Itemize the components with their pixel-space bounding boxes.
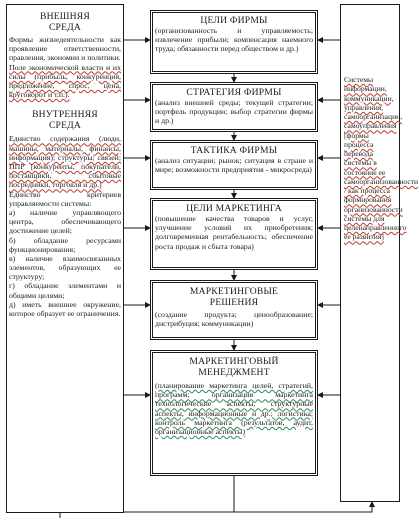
marketing-goals-text: (повышение качества товаров и услуг, улучшение условий их приобретения; долговременная рентабельность; обеспечение роста продаж и сбыта товара): [155, 214, 313, 251]
feedback-line-right: [234, 502, 372, 512]
marketing-management-title: МАРКЕТИНГОВЫЙ МЕНЕДЖМЕНТ: [189, 356, 279, 379]
firm-goals-text: (организованность и управляемость; извлечение прибыли; компенсация наемного труда; обязанности перед обществом и др.): [155, 26, 313, 54]
criterion-d: г) обладание элементами и общими целями;: [9, 281, 121, 300]
marketing-decisions-title: МАРКЕТИНГОВЫЕ РЕШЕНИЯ: [189, 286, 279, 309]
systems-text: Системы информации, коммуникации, управления, самоорганизации, самоуправления [формы процесса перевода системы в состояние ее самоорганизованности / как процесса формирования организованности системы для целенаправленного ее развития]: [344, 75, 418, 242]
firm-tactics-title: ТАКТИКА ФИРМЫ: [190, 145, 278, 156]
firm-goals-box: [150, 10, 318, 74]
internal-environment-text: Единство содержания (люди, машины, материалы, финансы, информация); структуры; связей; ППР [конкуренты, покупатели, поставщики, сбытовые посредники, торговля и др.]: [9, 134, 121, 190]
marketing-goals-title: ЦЕЛИ МАРКЕТИНГА: [186, 203, 282, 214]
firm-goals-title: ЦЕЛИ ФИРМЫ: [200, 15, 268, 26]
firm-tactics-box: [150, 140, 318, 190]
right-systems-box: [340, 4, 418, 502]
firm-tactics-text: (анализ ситуации; рынок; ситуация в стране и мире; возможности предприятия - микросреда): [155, 156, 313, 175]
criterion-c: в) наличие взаимосвязанных элементов, образующих ее структуру;: [9, 253, 121, 282]
internal-environment-title: ВНУТРЕННЯЯ СРЕДА: [32, 109, 98, 132]
marketing-decisions-text: (создание продукта; ценообразование; дистрибуция; коммуникации): [155, 310, 313, 329]
external-environment-text: Формы жизнедеятельности как проявление ответственности, правления, экономии и политики.: [9, 35, 121, 63]
firm-strategy-title: СТРАТЕГИЯ ФИРМЫ: [186, 87, 282, 98]
firm-strategy-text: (анализ внешней среды; текущей стратегии; портфель продукции; выбор стратегии фирмы и др.): [155, 98, 313, 126]
criteria-intro: Единство критериев управляемости системы:: [9, 189, 121, 208]
marketing-goals-box: [150, 198, 318, 270]
left-environment-box: [6, 4, 124, 513]
criterion-a: а) наличие управляющего центра, обеспечивающего достижение целей;: [9, 207, 121, 236]
criterion-e: д) иметь внешнее окружение, которое образует ее ограничения.: [9, 299, 121, 318]
marketing-decisions-box: [150, 280, 318, 340]
external-environment-title: ВНЕШНЯЯ СРЕДА: [40, 11, 90, 34]
criterion-b: б) обладание ресурсами функционирования;: [9, 235, 121, 254]
firm-strategy-box: [150, 82, 318, 132]
economic-power-text: Поле экономической власти и их силы (прибыль, конкуренция, предложение, спрос, цена, круговорот и т.п.).: [9, 62, 121, 100]
marketing-management-text: (планирование маркетинга целей, стратегий, программ; организация маркетинга технологические аспекты, структурные аспекты, информационные и др.; логистика; контроль маркетинга (результатов, аудит, организационные аспекты): [155, 381, 313, 436]
marketing-management-box: [150, 350, 318, 476]
